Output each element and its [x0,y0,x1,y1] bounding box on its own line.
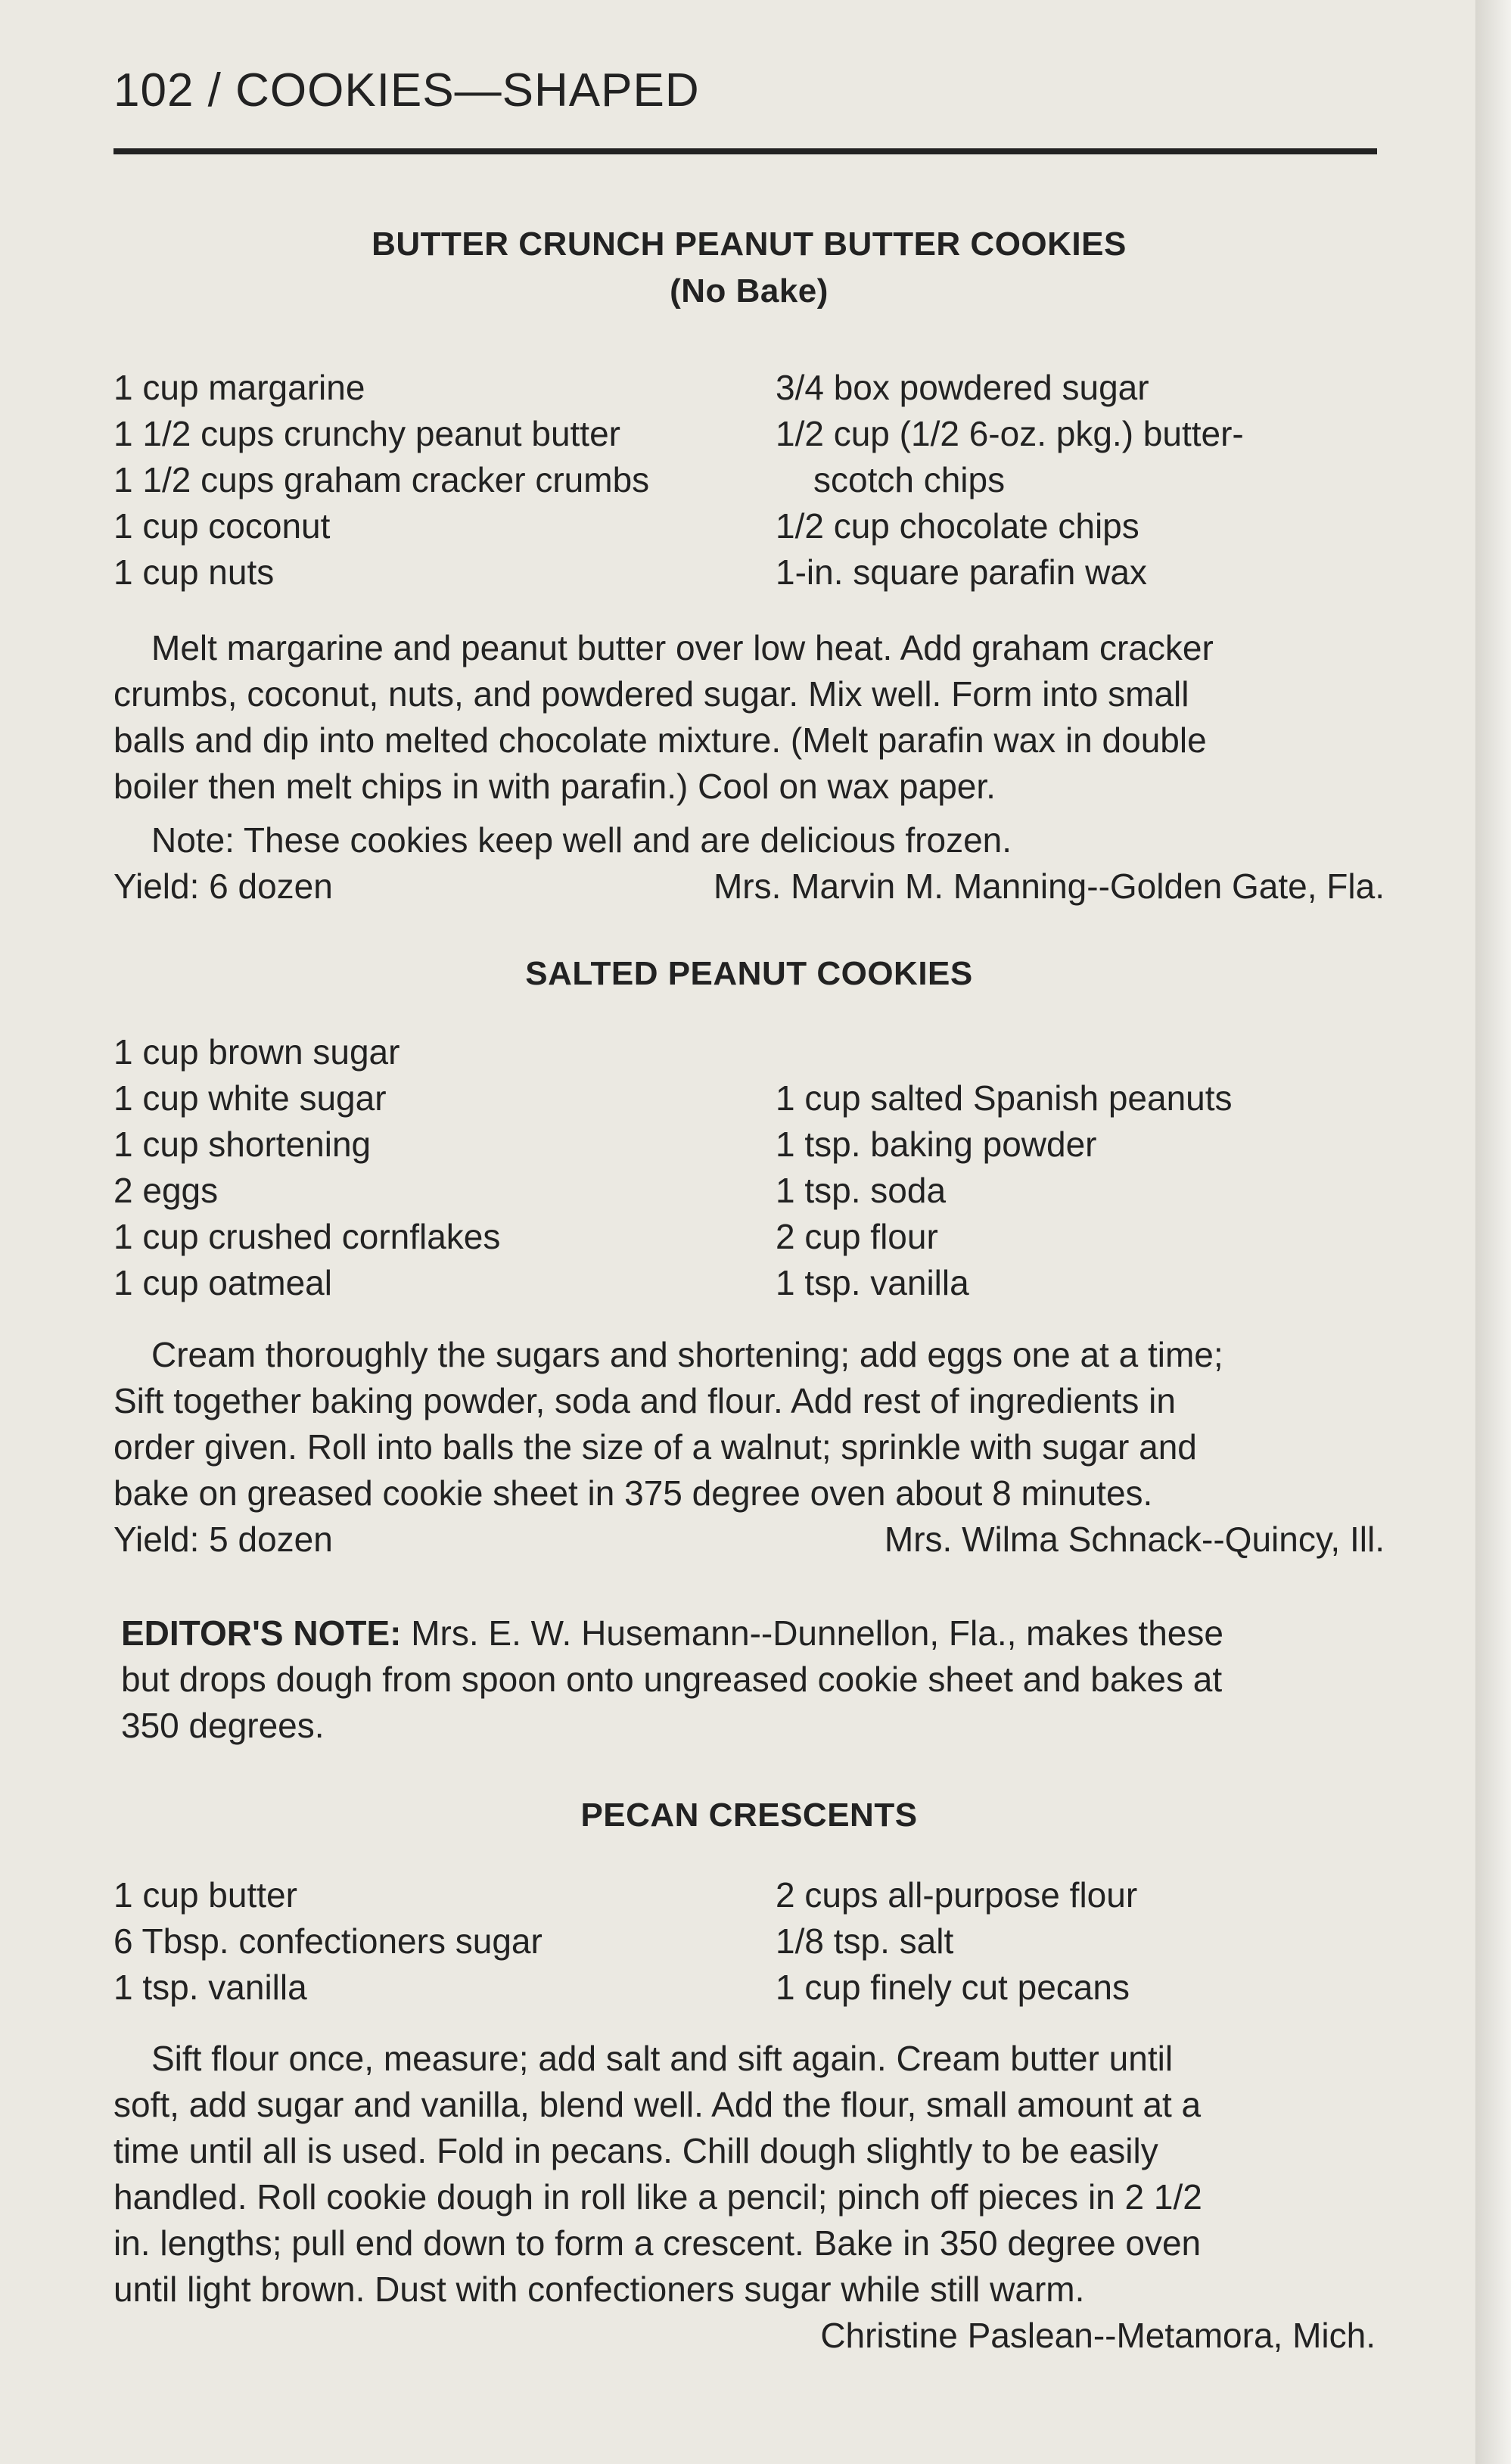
editors-note [121,1610,1385,1749]
editors-note-line: 350 degrees. [121,1706,325,1745]
recipe1-yield: Yield: 6 dozen [113,866,333,906]
ingredient: 1 tsp. vanilla [776,1263,969,1302]
ingredient: 1 1/2 cups graham cracker crumbs [113,460,650,499]
ingredient: 1 cup crushed cornflakes [113,1217,501,1256]
recipe3-title: PECAN CRESCENTS [580,1797,918,1834]
direction-line: time until all is used. Fold in pecans. Chill dough slightly to be easily [113,2131,1158,2170]
recipe2-ingredients-left [113,1029,500,1306]
direction-line: Melt margarine and peanut butter over low heat. Add graham cracker [151,628,1214,667]
recipe1-title: BUTTER CRUNCH PEANUT BUTTER COOKIES [372,226,1127,263]
ingredient: 1 tsp. soda [776,1171,947,1210]
ingredient: 1 cup shortening [113,1125,372,1164]
direction-line: crumbs, coconut, nuts, and powdered sugar. Mix well. Form into small [113,674,1189,714]
ingredient: 2 cups all-purpose flour [776,1875,1138,1915]
recipe1-directions [113,625,1385,810]
ingredient: 1/8 tsp. salt [776,1921,954,1961]
editors-note-line [121,1610,1385,1657]
note-line: Note: These cookies keep well and are delicious frozen. [151,820,1012,860]
recipe2-title: SALTED PEANUT COOKIES [525,955,973,992]
editors-note-text: Mrs. E. W. Husemann--Dunnellon, Fla., makes these [411,1613,1223,1653]
ingredient: 3/4 box powdered sugar [776,368,1149,407]
direction-line: until light brown. Dust with confectioners sugar while still warm. [113,2270,1085,2309]
recipe1-note [113,817,1385,863]
ingredient: 2 eggs [113,1171,219,1210]
recipe1-subtitle: (No Bake) [670,272,829,310]
direction-line: handled. Roll cookie dough in roll like a pencil; pinch off pieces in 2 1/2 [113,2177,1202,2217]
ingredient: 1 cup coconut [113,506,331,546]
page-header: 102 / COOKIES—SHAPED [113,64,700,117]
recipe1-ingredients-left [113,365,649,596]
ingredient: 2 cup flour [776,1217,938,1256]
recipe1-author: Mrs. Marvin M. Manning--Golden Gate, Fla. [713,866,1385,906]
recipe3-ingredients-left [113,1872,543,2011]
direction-line: boiler then melt chips in with parafin.) Cool on wax paper. [113,767,996,806]
ingredient: 1 cup salted Spanish peanuts [776,1078,1233,1118]
ingredient: 1 cup white sugar [113,1078,387,1118]
ingredient: 6 Tbsp. confectioners sugar [113,1921,543,1961]
ingredient: 1 cup brown sugar [113,1032,400,1072]
direction-line: order given. Roll into balls the size of a walnut; sprinkle with sugar and [113,1427,1197,1467]
recipe3-author: Christine Paslean--Metamora, Mich. [820,2316,1376,2355]
ingredient: 1 tsp. baking powder [776,1125,1097,1164]
direction-line: balls and dip into melted chocolate mixture. (Melt parafin wax in double [113,720,1207,760]
editors-note-label: EDITOR'S NOTE: [121,1613,402,1653]
recipe3-directions [113,2036,1385,2313]
editors-note-line: but drops dough from spoon onto ungreased cookie sheet and bakes at [121,1660,1223,1699]
page-edge [1475,0,1511,2464]
ingredient: 1-in. square parafin wax [776,552,1147,592]
recipe2-directions [113,1332,1385,1517]
recipe2-author: Mrs. Wilma Schnack--Quincy, Ill. [884,1520,1385,1559]
recipe2-yield: Yield: 5 dozen [113,1520,333,1559]
ingredient: 1 cup margarine [113,368,365,407]
ingredient: 1 cup finely cut pecans [776,1968,1130,2007]
recipe2-ingredients-right [776,1075,1233,1306]
ingredient: 1/2 cup chocolate chips [776,506,1139,546]
recipe1-ingredients-right [776,365,1244,596]
ingredient: 1 1/2 cups crunchy peanut butter [113,414,620,453]
direction-line: soft, add sugar and vanilla, blend well. Add the flour, small amount at a [113,2085,1202,2124]
ingredient: 1 cup nuts [113,552,275,592]
header-rule [113,148,1377,154]
ingredient: 1 cup oatmeal [113,1263,332,1302]
direction-line: in. lengths; pull end down to form a crescent. Bake in 350 degree oven [113,2223,1202,2263]
direction-line: Sift together baking powder, soda and flour. Add rest of ingredients in [113,1381,1176,1420]
direction-line: Cream thoroughly the sugars and shortening; add eggs one at a time; [151,1335,1223,1374]
ingredient: scotch chips [813,460,1006,499]
recipe3-ingredients-right [776,1872,1137,2011]
ingredient: 1 cup butter [113,1875,297,1915]
ingredient: 1 tsp. vanilla [113,1968,307,2007]
direction-line: Sift flour once, measure; add salt and sift again. Cream butter until [151,2039,1174,2078]
ingredient: 1/2 cup (1/2 6-oz. pkg.) butter- [776,414,1244,453]
direction-line: bake on greased cookie sheet in 375 degree oven about 8 minutes. [113,1473,1153,1513]
